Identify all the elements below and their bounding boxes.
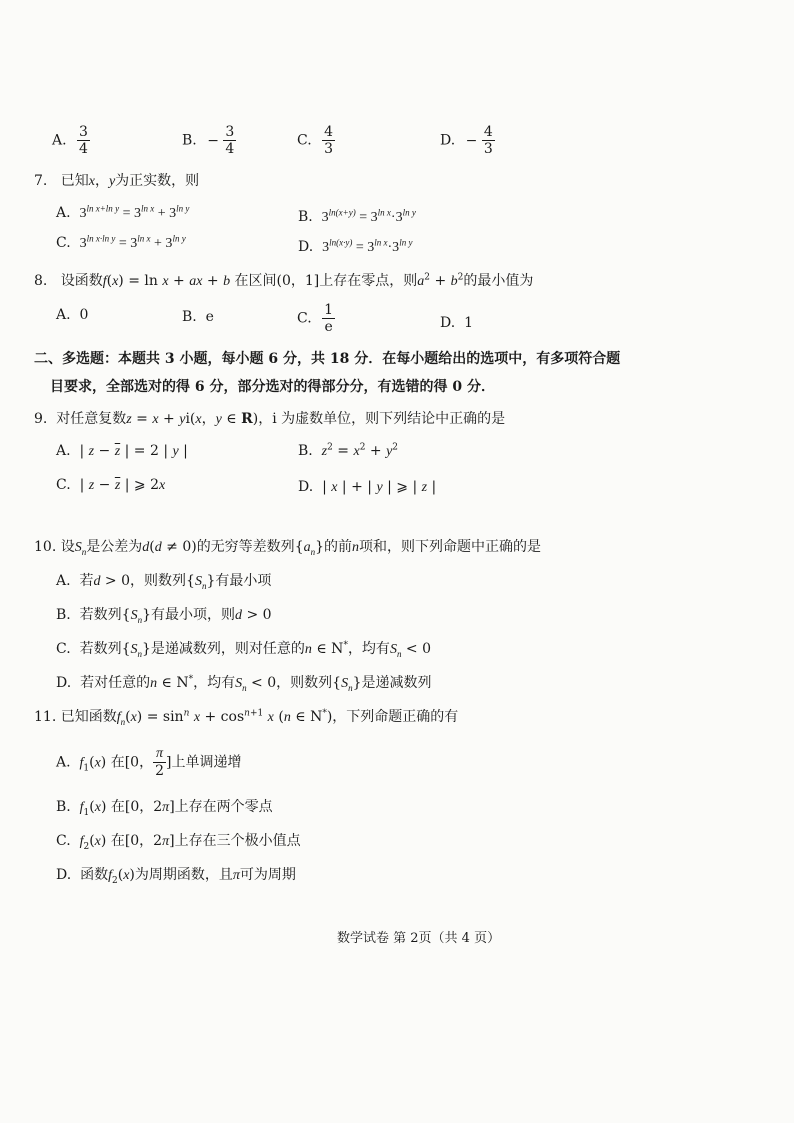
- q10-option-a: A. 若d > 0，则数列$\{S_n\}$有最小项: [56, 573, 272, 591]
- q7-option-b: B. $3^{ln(x+y)} = 3^{ln x}\cdot 3^{ln y}$: [298, 207, 416, 225]
- q10-option-c: C. 若数列$\{S_n\}$是递减数列，则对任意的n ∈ N*，均有$S_n < 0$: [56, 640, 431, 659]
- q10-option-d: D. 若对任意的n ∈ N*，均有$S_n < 0$，则数列$\{S_n\}$是递减数列: [56, 674, 432, 693]
- q9-option-d: D. | x | + | y | ⩾ | z |: [298, 479, 437, 495]
- q6-option-a: A. $\frac{3}{4}$: [52, 124, 88, 157]
- q6-option-d: D. − $\frac{4}{3}$: [440, 124, 493, 157]
- fraction: $\frac{4}{3}$: [483, 124, 493, 157]
- section-heading-cont: 目要求，全部选对的得 6 分，部分选对的得部分分，有选错的得 0 分．: [50, 379, 495, 395]
- q9-stem: 9. 对任意复数z = x + yi(x，y ∈ R)，i 为虚数单位，则下列结论中正确的是: [34, 411, 506, 427]
- q11-option-a: A. $f_1(x)$ 在[0， $\frac{\pi}{2}$ ]上单调递增: [56, 746, 242, 779]
- q8-option-d: D. 1: [440, 315, 474, 331]
- section-heading: 二、多选题：本题共 3 小题，每小题 6 分，共 18 分．在每小题给出的选项中，有多项符合题: [34, 351, 621, 367]
- q9-option-b: B. $z^2 = x^2 + y^2$: [298, 442, 399, 459]
- q8-option-c: C. $\frac{1}{e}$: [297, 302, 334, 335]
- q7-stem: 7. 已知x，y为正实数，则: [34, 173, 200, 189]
- q8-option-a: A. 0: [56, 307, 89, 323]
- fraction: $\frac{4}{3}$: [324, 124, 334, 157]
- q6-option-b: B. − $\frac{3}{4}$: [182, 124, 235, 157]
- q8-stem: 8. 设函数f(x) = ln x + ax + b 在区间(0，1]上存在零点，则$a^2 + b^2$的最小值为: [34, 272, 534, 289]
- q11-option-d: D. 函数$f_2(x)$为周期函数，且π可为周期: [56, 867, 296, 886]
- q11-option-b: B. $f_1(x)$ 在[0，2π]上存在两个零点: [56, 799, 273, 818]
- q9-option-a: A. | $z - \overline{z}$ | = 2 | y |: [56, 443, 188, 459]
- q11-stem: 11. 已知函数$f_n(x) = \sin^n x + \cos^{n+1} x$ (n ∈ N*)，下列命题正确的有: [34, 708, 459, 727]
- q7-option-d: D. $3^{ln(x\cdot y)} = 3^{ln x}\cdot 3^{ln y}$: [298, 237, 413, 255]
- q7-option-c: C. $3^{ln x\cdot ln y} = 3^{ln x} + 3^{ln y}$: [56, 233, 186, 251]
- fraction: $\frac{1}{e}$: [324, 302, 334, 335]
- q11-option-c: C. $f_2(x)$ 在[0，2π]上存在三个极小值点: [56, 833, 301, 852]
- q10-stem: 10. 设$S_n$是公差为d(d ≠ 0)的无穷等差数列$\{a_n\}$的前n项和，则下列命题中正确的是: [34, 539, 542, 557]
- q9-option-c: C. | $z - \overline{z}$ | ⩾ 2x: [56, 477, 166, 493]
- fraction: $\frac{3}{4}$: [79, 124, 88, 157]
- page-footer: 数学试卷 第 2页（共 4 页）: [337, 931, 501, 946]
- q8-option-b: B. e: [182, 309, 214, 325]
- q10-option-b: B. 若数列$\{S_n\}$有最小项，则d > 0: [56, 607, 272, 625]
- q7-option-a: A. $3^{ln x+ln y} = 3^{ln x} + 3^{ln y}$: [56, 203, 190, 221]
- fraction: $\frac{3}{4}$: [225, 124, 235, 157]
- q6-option-c: C. $\frac{4}{3}$: [297, 124, 334, 157]
- fraction: $\frac{\pi}{2}$: [155, 746, 164, 779]
